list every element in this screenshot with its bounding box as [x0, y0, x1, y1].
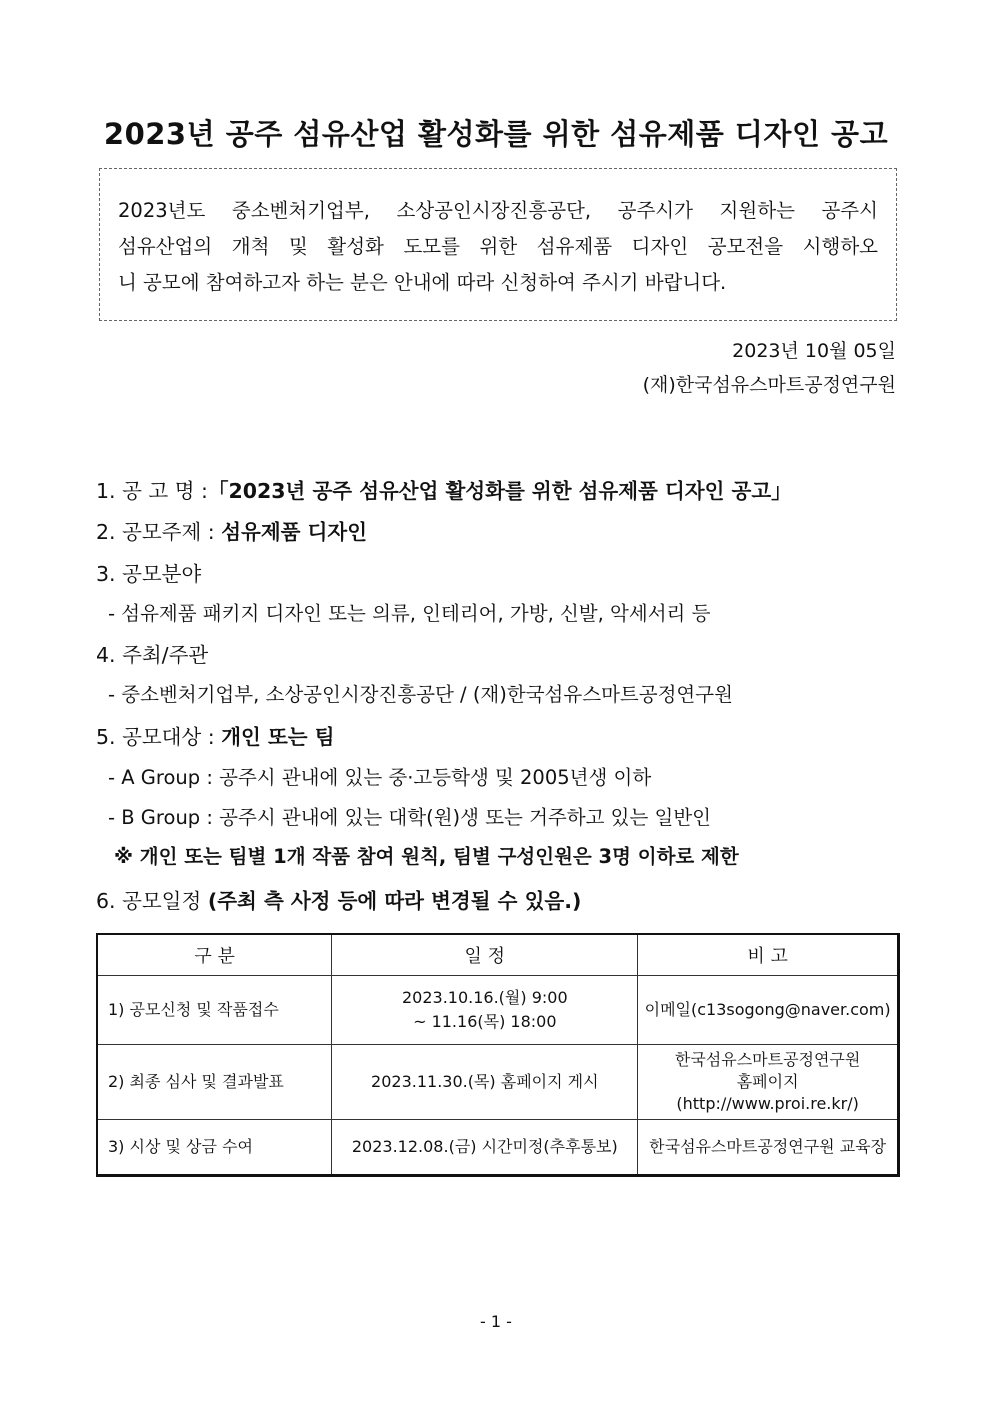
row-schedule	[332, 1120, 638, 1176]
schedule-table	[96, 933, 900, 1177]
row-note	[638, 1120, 899, 1176]
row-note	[638, 976, 899, 1045]
section-1-label: 1. 공 고 명 :	[96, 479, 208, 503]
section-5-item-b: - B Group : 공주시 관내에 있는 대학(원)생 또는 거주하고 있는 일반인	[108, 806, 712, 829]
section-4-item: - 중소벤처기업부, 소상공인시장진흥공단 / (재)한국섬유스마트공정연구원	[108, 683, 733, 706]
row-note-line: 한국섬유스마트공정연구원 교육장	[649, 1137, 887, 1156]
section-1	[96, 474, 792, 504]
section-2-label: 2. 공모주제 :	[96, 520, 215, 544]
table-header-row	[97, 934, 899, 976]
header-category: 구 분	[97, 934, 332, 976]
intro-line-1: 2023년도 중소벤처기업부, 소상공인시장진흥공단, 공주시가 지원하는 공주시	[118, 199, 878, 222]
section-6-label: 6. 공모일정	[96, 889, 202, 913]
page-number: - 1 -	[480, 1312, 512, 1331]
row-schedule-line: 2023.12.08.(금) 시간미정(추후통보)	[351, 1137, 618, 1156]
row-note-line: 한국섬유스마트공정연구원	[674, 1050, 861, 1069]
table-row	[97, 976, 899, 1045]
table-row	[97, 1120, 899, 1176]
row-category: 2) 최종 심사 및 결과발표	[97, 1045, 332, 1120]
section-5-value: 개인 또는 팀	[221, 725, 335, 749]
header-schedule: 일 정	[332, 934, 638, 976]
row-schedule	[332, 976, 638, 1045]
section-5-note: ※ 개인 또는 팀별 1개 작품 참여 원칙, 팀별 구성인원은 3명 이하로 제한	[114, 845, 739, 868]
section-4-label: 4. 주최/주관	[96, 643, 209, 667]
row-note	[638, 1045, 899, 1120]
section-3-label: 3. 공모분야	[96, 562, 202, 586]
row-note-line: 이메일(c13sogong@naver.com)	[644, 1000, 891, 1019]
intro-line-2: 섬유산업의 개척 및 활성화 도모를 위한 섬유제품 디자인 공모전을 시행하오	[118, 235, 878, 258]
row-category: 3) 시상 및 상금 수여	[97, 1120, 332, 1176]
organization-name: (재)한국섬유스마트공정연구원	[642, 374, 896, 396]
section-6	[96, 884, 581, 914]
table-row	[97, 1045, 899, 1120]
row-schedule	[332, 1045, 638, 1120]
section-3	[96, 557, 201, 587]
intro-line-3: 니 공모에 참여하고자 하는 분은 안내에 따라 신청하여 주시기 바랍니다.	[118, 271, 727, 294]
section-6-value: (주최 측 사정 등에 따라 변경될 수 있음.)	[207, 889, 582, 913]
row-note-line: (http://www.proi.re.kr/)	[676, 1094, 859, 1113]
row-schedule-line: 2023.10.16.(월) 9:00	[401, 988, 568, 1007]
section-5-item-a: - A Group : 공주시 관내에 있는 중·고등학생 및 2005년생 이하	[108, 766, 652, 789]
row-note-line: 홈페이지	[736, 1072, 799, 1091]
announcement-date: 2023년 10월 05일	[732, 340, 896, 362]
section-4	[96, 638, 208, 668]
document-title: 2023년 공주 섬유산업 활성화를 위한 섬유제품 디자인 공고	[103, 117, 889, 151]
row-schedule-line: ~ 11.16(목) 18:00	[413, 1012, 557, 1031]
section-2	[96, 515, 367, 545]
row-category: 1) 공모신청 및 작품접수	[97, 976, 332, 1045]
section-2-value: 섬유제품 디자인	[221, 520, 368, 544]
section-5	[96, 720, 335, 750]
section-5-label: 5. 공모대상 :	[96, 725, 215, 749]
header-note: 비 고	[638, 934, 899, 976]
row-schedule-line: 2023.11.30.(목) 홈페이지 게시	[371, 1072, 599, 1091]
section-3-item: - 섬유제품 패키지 디자인 또는 의류, 인테리어, 가방, 신발, 악세서리 등	[108, 602, 711, 625]
section-1-value: 「2023년 공주 섬유산업 활성화를 위한 섬유제품 디자인 공고」	[207, 479, 792, 503]
intro-box	[99, 168, 897, 321]
